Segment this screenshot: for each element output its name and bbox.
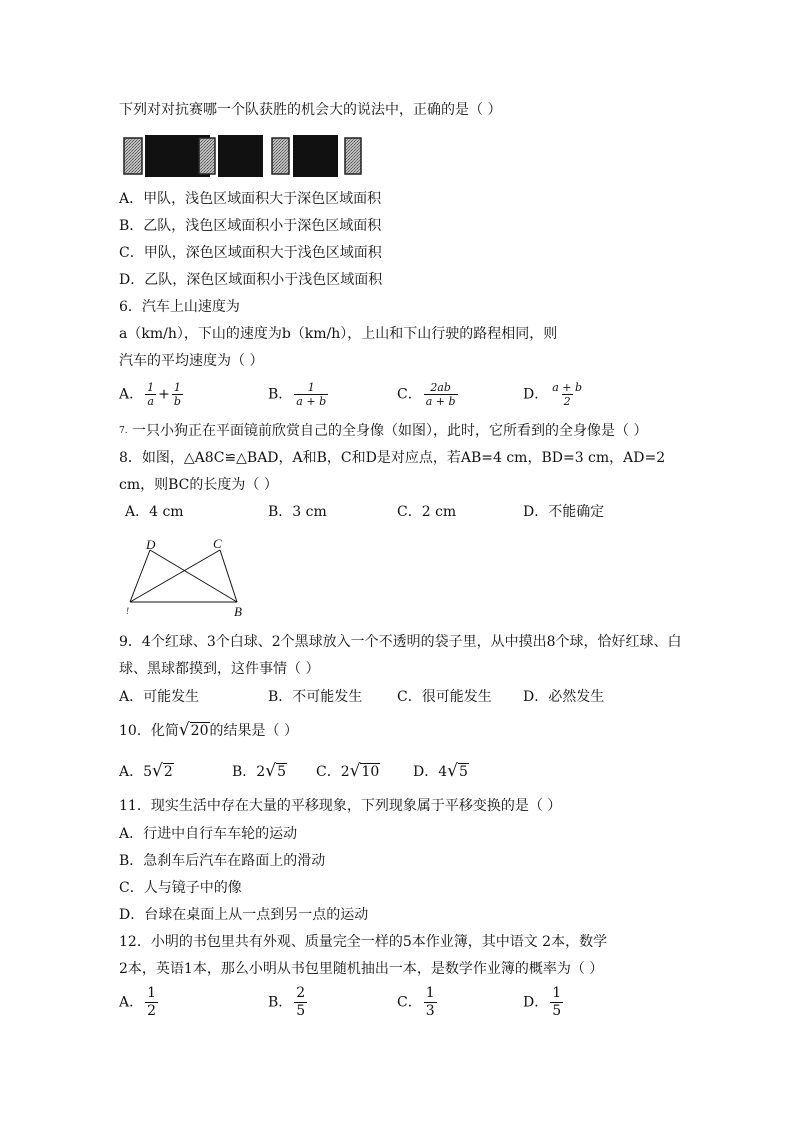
q8-option-d: D．不能确定 <box>523 504 605 520</box>
q12-option-d: D． $\frac{1}{5}$ <box>523 985 562 1019</box>
fraction: $\frac{1}{5}$ <box>552 985 562 1019</box>
q5-option-c: C．甲队，深色区域面积大于浅色区域面积 <box>119 245 382 261</box>
q5-option-b: B．乙队，浅色区域面积小于深色区域面积 <box>119 218 382 234</box>
option-label: B． <box>268 386 293 403</box>
dark-region-2 <box>218 135 263 177</box>
q9-line2: 球、黑球都摸到，这件事情（ ） <box>119 661 320 677</box>
q6-option-a <box>119 381 185 408</box>
q9-option-a: A．可能发生 <box>119 689 200 705</box>
q8-figure <box>120 535 255 620</box>
q6-option-c <box>397 381 460 408</box>
q12-option-a: A． $\frac{1}{2}$ <box>119 985 157 1019</box>
q12-option-c: C． $\frac{1}{3}$ <box>397 985 435 1019</box>
q5-region-strip <box>123 135 363 177</box>
label-b: B <box>234 604 242 619</box>
q6-line1: 6．汽车上山速度为 <box>119 299 240 315</box>
q10-option-a: A．5√2 <box>119 761 173 781</box>
fraction: $\frac{1}{a}$ <box>147 381 155 408</box>
q7-line <box>119 422 648 440</box>
sqrt-expression: √20 <box>178 720 209 740</box>
plus-sign: + <box>158 386 170 403</box>
q10-prefix: 10．化简 <box>119 723 179 739</box>
label-d: D <box>146 537 156 552</box>
q6-option-d <box>523 381 586 408</box>
q8-line1: 8．如图，△A8C≌△BAD，A和B，C和D是对应点，若AB=4 cm，BD=3 cm，AD=2 <box>119 450 666 466</box>
q11-option-d: D．台球在桌面上从一点到另一点的运动 <box>119 907 369 923</box>
fraction: $\frac{1}{a + b}$ <box>296 381 327 408</box>
q10-suffix: 的结果是（ ） <box>209 723 298 739</box>
q11-option-c: C．人与镜子中的像 <box>119 880 242 896</box>
light-region-3 <box>272 138 289 174</box>
fraction: $\frac{1}{2}$ <box>147 985 157 1019</box>
q12-line2: 2本，英语1本，那么小明从书包里随机抽出一本，是数学作业簿的概率为（ ） <box>119 961 604 977</box>
q8-option-a: A．4 cm <box>125 504 184 520</box>
q5-stem: 下列对对抗赛哪一个队获胜的机会大的说法中，正确的是（ ） <box>119 102 502 118</box>
fraction: $\frac{1}{b}$ <box>173 381 181 408</box>
segment-da <box>130 550 150 602</box>
label-a: ! <box>126 606 129 616</box>
segment-bc <box>220 550 237 602</box>
q9-option-d: D．必然发生 <box>523 689 605 705</box>
q10-option-b: B．2√5 <box>232 761 286 781</box>
q6-option-b <box>268 381 330 408</box>
q6-line3: 汽车的平均速度为（ ） <box>119 353 264 369</box>
q9-option-c: C．很可能发生 <box>397 689 492 705</box>
q9-line1: 9．4个红球、3个白球、2个黑球放入一个不透明的袋子里，从中摸出8个球，恰好红球、白 <box>119 634 682 650</box>
option-label: D． <box>523 386 549 403</box>
q12-option-b: B． $\frac{2}{5}$ <box>268 985 306 1019</box>
fraction: $\frac{2}{5}$ <box>296 985 306 1019</box>
dark-region-3 <box>293 135 338 177</box>
segment-ac <box>130 550 220 602</box>
q6-line2: a（km/h），下山的速度为b（km/h），上山和下山行驶的路程相同，则 <box>119 326 558 342</box>
fraction: $\frac{2ab}{a + b}$ <box>425 381 456 408</box>
fraction: $\frac{a + b}{2}$ <box>552 381 583 408</box>
option-label: C． <box>397 386 422 403</box>
light-region-2 <box>199 138 215 174</box>
q10-stem <box>119 721 298 740</box>
light-region-1 <box>124 138 142 174</box>
q12-line1: 12．小明的书包里共有外观、质量完全一样的5本作业簿，其中语文 2本，数学 <box>119 934 608 950</box>
q7-text: 一只小狗正在平面镜前欣赏自己的全身像（如图），此时，它所看到的全身像是（ ） <box>132 423 648 439</box>
q11-stem: 11．现实生活中存在大量的平移现象，下列现象属于平移变换的是（ ） <box>119 798 562 814</box>
fraction: $\frac{1}{3}$ <box>425 985 435 1019</box>
q7-number: 7. <box>119 426 128 436</box>
q11-option-a: A．行进中自行车车轮的运动 <box>119 826 298 842</box>
option-label: A． <box>119 386 144 403</box>
light-region-4 <box>345 138 361 174</box>
segment-bd <box>150 550 237 602</box>
q5-option-a: A．甲队，浅色区域面积大于深色区域面积 <box>119 191 382 207</box>
q8-option-c: C．2 cm <box>397 504 457 520</box>
q8-line2: cm，则BC的长度为（ ） <box>119 477 278 493</box>
q9-option-b: B．不可能发生 <box>268 689 363 705</box>
q11-option-b: B．急刹车后汽车在路面上的滑动 <box>119 853 326 869</box>
q10-option-d: D．4√5 <box>413 761 468 781</box>
q10-option-c: C．2√10 <box>316 761 380 781</box>
label-c: C <box>213 536 222 551</box>
q8-option-b: B．3 cm <box>268 504 327 520</box>
q5-option-d: D．乙队，深色区域面积小于浅色区域面积 <box>119 272 383 288</box>
